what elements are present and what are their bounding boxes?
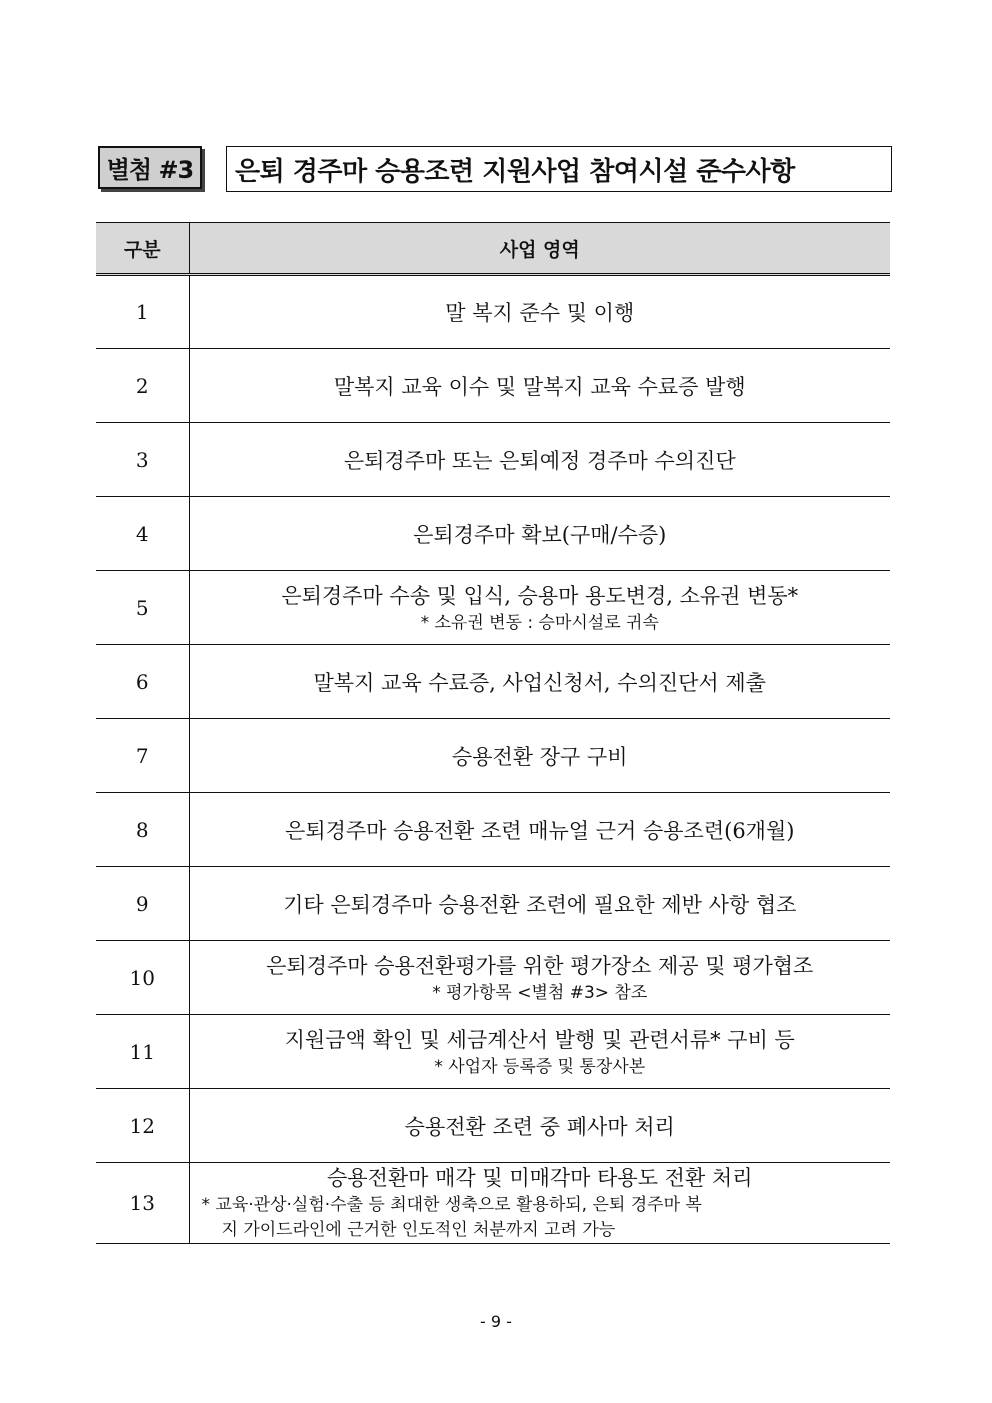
row-cell [189, 1163, 890, 1244]
table-row [96, 645, 890, 719]
row-text: 말복지 교육 이수 및 말복지 교육 수료증 발행 [189, 349, 890, 423]
table-row [96, 719, 890, 793]
header-category: 구분 [96, 223, 189, 275]
table-row [96, 275, 890, 349]
row-note-line-1: * 교육·관상·실험·수출 등 최대한 생축으로 활용하되, 은퇴 경주마 복 [201, 1195, 702, 1215]
row-number: 12 [96, 1089, 189, 1163]
row-cell [189, 941, 890, 1015]
row-text: 은퇴경주마 승용전환평가를 위한 평가장소 제공 및 평가협조 [266, 953, 814, 978]
table-row [96, 1015, 890, 1089]
row-text: 은퇴경주마 승용전환 조련 매뉴얼 근거 승용조련(6개월) [189, 793, 890, 867]
row-text: 은퇴경주마 확보(구매/수증) [189, 497, 890, 571]
row-text: 은퇴경주마 또는 은퇴예정 경주마 수의진단 [189, 423, 890, 497]
row-text: 승용전환 장구 구비 [189, 719, 890, 793]
table-row [96, 867, 890, 941]
table-row [96, 941, 890, 1015]
table-row [96, 793, 890, 867]
row-number: 6 [96, 645, 189, 719]
row-note [190, 1193, 891, 1243]
table-row [96, 1163, 890, 1244]
row-cell [189, 571, 890, 645]
row-number: 10 [96, 941, 189, 1015]
row-text: 승용전환마 매각 및 미매각마 타용도 전환 처리 [327, 1166, 753, 1190]
row-cell [189, 1015, 890, 1089]
table-row [96, 497, 890, 571]
row-note-line-2: 지 가이드라인에 근거한 인도적인 처분까지 고려 가능 [221, 1220, 616, 1240]
row-text: 은퇴경주마 수송 및 입식, 승용마 용도변경, 소유권 변동* [281, 583, 799, 608]
table-row [96, 349, 890, 423]
page-number: - 9 - [480, 1312, 512, 1331]
header-business-area: 사업 영역 [189, 223, 890, 275]
row-number: 4 [96, 497, 189, 571]
row-number: 8 [96, 793, 189, 867]
row-text: 말복지 교육 수료증, 사업신청서, 수의진단서 제출 [189, 645, 890, 719]
row-number: 13 [96, 1163, 189, 1244]
row-number: 7 [96, 719, 189, 793]
table-row [96, 423, 890, 497]
row-number: 2 [96, 349, 189, 423]
row-note: * 평가항목 <별첨 #3> 참조 [432, 982, 648, 1003]
requirements-table [96, 222, 890, 1244]
row-text: 기타 은퇴경주마 승용전환 조련에 필요한 제반 사항 협조 [189, 867, 890, 941]
table-header-row [96, 223, 890, 275]
attachment-badge: 별첨 #3 [98, 146, 202, 189]
row-text: 지원금액 확인 및 세금계산서 발행 및 관련서류* 구비 등 [284, 1027, 795, 1052]
row-number: 3 [96, 423, 189, 497]
row-text: 승용전환 조련 중 폐사마 처리 [189, 1089, 890, 1163]
row-number: 5 [96, 571, 189, 645]
title-row [98, 146, 892, 193]
row-note: * 사업자 등록증 및 통장사본 [434, 1056, 646, 1077]
row-note: * 소유권 변동 : 승마시설로 귀속 [420, 612, 659, 633]
row-number: 1 [96, 275, 189, 349]
table-row [96, 571, 890, 645]
row-text: 말 복지 준수 및 이행 [189, 275, 890, 349]
table-row [96, 1089, 890, 1163]
row-number: 11 [96, 1015, 189, 1089]
row-number: 9 [96, 867, 189, 941]
document-title: 은퇴 경주마 승용조련 지원사업 참여시설 준수사항 [226, 146, 892, 192]
